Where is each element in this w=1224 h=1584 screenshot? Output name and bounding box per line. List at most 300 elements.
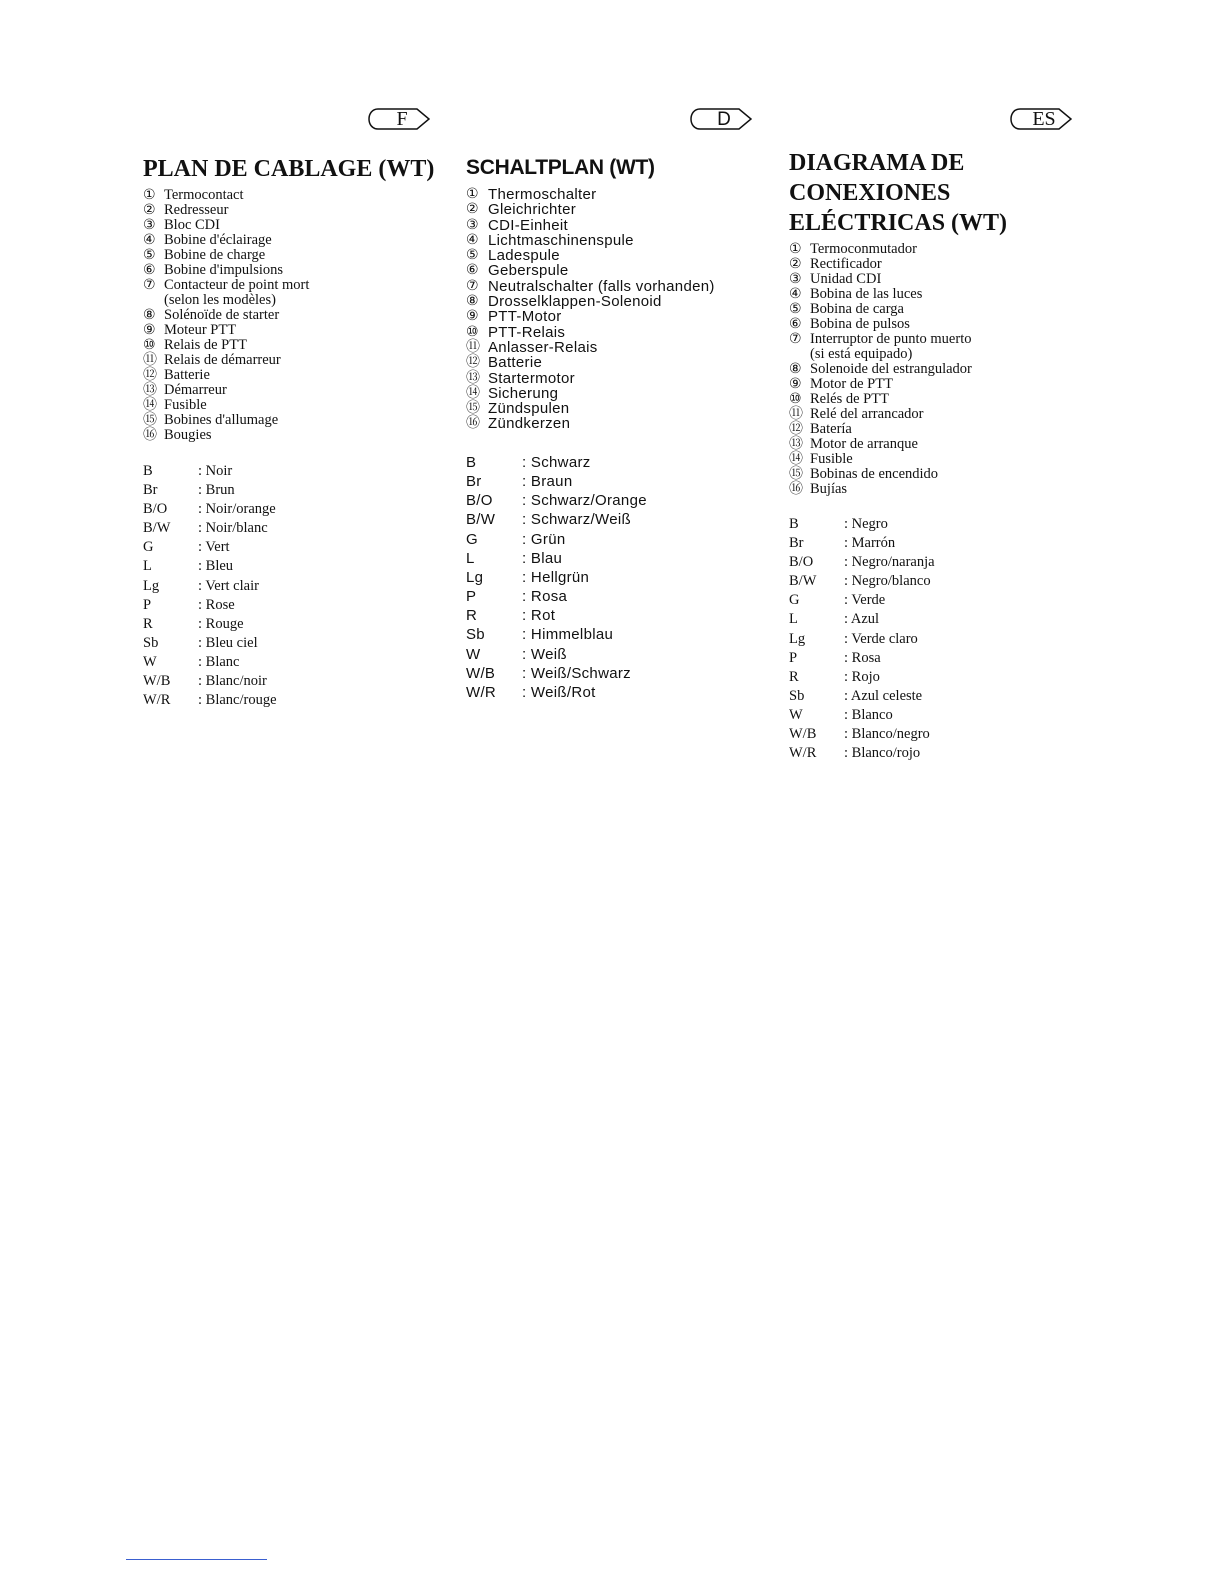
item-number: ⑩: [143, 337, 156, 353]
wire-color-row: [143, 578, 277, 597]
item-label-main: Ladespule: [488, 247, 560, 265]
parts-list-item: [143, 203, 443, 218]
wire-color-name: : Bleu ciel: [198, 634, 258, 651]
item-label-main: Fusible: [164, 397, 207, 413]
language-badge-es: [1010, 108, 1072, 130]
item-label: [164, 398, 443, 413]
wire-color-code: W: [466, 645, 481, 663]
item-number: ①: [143, 187, 156, 203]
wire-color-code: W/B: [466, 664, 496, 682]
item-label-main: Lichtmaschinenspule: [488, 231, 634, 249]
item-label: [164, 308, 443, 323]
wire-color-row: [466, 646, 647, 665]
item-number: ①: [466, 186, 479, 202]
item-label: [488, 355, 766, 370]
wire-color-row: [466, 569, 647, 588]
item-number: ⑦: [789, 331, 802, 347]
parts-list-item: [466, 386, 766, 401]
parts-list-item: [466, 279, 766, 294]
item-number: ⑫: [789, 421, 803, 437]
section-title: SCHALTPLAN (WT): [466, 156, 655, 179]
wire-color-code: G: [466, 530, 478, 548]
wire-color-code: B/O: [143, 501, 168, 518]
wire-color-name: : Verde claro: [844, 630, 918, 647]
footer-rule: [126, 1559, 267, 1560]
parts-list-item: [143, 413, 443, 428]
title-line-3: ELÉCTRICAS (WT): [789, 210, 1008, 236]
item-label-note: (si está equipado): [810, 346, 913, 362]
item-number: ⑦: [466, 277, 479, 294]
wire-color-name: : Blanc: [198, 653, 240, 670]
wire-color-code: B: [466, 453, 477, 471]
item-label: [164, 383, 443, 398]
wire-color-code: B/W: [789, 573, 817, 590]
wire-color-row: [789, 516, 935, 535]
wire-color-code: Lg: [143, 577, 160, 594]
parts-list-item: [466, 340, 766, 355]
parts-list-item: [789, 407, 1099, 422]
wire-color-code: B: [789, 516, 799, 532]
item-number: ⑨: [466, 308, 479, 325]
wire-color-row: [466, 531, 647, 550]
parts-list-item: [143, 398, 443, 413]
item-label-main: Redresseur: [164, 202, 229, 218]
item-number: ③: [789, 271, 802, 287]
item-number: ④: [789, 286, 802, 302]
item-label-main: Fusible: [810, 451, 853, 467]
item-number: ⑧: [466, 293, 479, 310]
title-line-2: CONEXIONES: [789, 180, 951, 206]
item-number: ⑪: [789, 406, 803, 422]
item-label: [164, 323, 443, 338]
item-label-main: CDI-Einheit: [488, 216, 568, 234]
parts-list-item: [143, 188, 443, 203]
wire-color-code: Sb: [143, 634, 159, 651]
wire-color-name: : Noir/blanc: [198, 520, 268, 537]
item-label: [488, 416, 766, 431]
item-number: ②: [143, 202, 156, 218]
item-label: [164, 218, 443, 233]
item-label: [810, 332, 1099, 362]
wire-color-row: [789, 573, 935, 592]
wire-color-table: [143, 463, 277, 711]
item-label-main: Démarreur: [164, 382, 227, 398]
item-label: [164, 248, 443, 263]
item-label-main: Bougies: [164, 427, 212, 443]
wire-color-name: : Marrón: [844, 535, 896, 552]
parts-list-item: [466, 263, 766, 278]
item-label: [488, 294, 766, 309]
wire-color-code: R: [466, 607, 478, 625]
language-badge-row: [466, 104, 766, 134]
parts-list-item: [466, 401, 766, 416]
item-number: ⑬: [789, 436, 803, 452]
wire-color-row: [789, 650, 935, 669]
wire-color-row: [143, 520, 277, 539]
wire-color-name: : Schwarz/Orange: [522, 492, 647, 510]
item-label-main: Bobine de charge: [164, 247, 266, 263]
item-number: ⑮: [466, 400, 481, 417]
wire-color-name: : Azul: [844, 611, 880, 628]
item-label: [810, 242, 1099, 257]
item-label-main: Moteur PTT: [164, 322, 237, 338]
item-label: [810, 422, 1099, 437]
item-label-main: Solénoïde de starter: [164, 307, 280, 323]
spanish-column: [789, 104, 1099, 764]
item-label-main: Relé del arrancador: [810, 406, 924, 422]
wire-color-name: : Verde: [844, 592, 886, 609]
wire-color-code: R: [789, 668, 799, 685]
item-number: ⑨: [143, 322, 156, 338]
wire-color-row: [143, 654, 277, 673]
wire-color-code: B: [143, 463, 153, 479]
parts-list-item: [466, 187, 766, 202]
item-number: ⑥: [466, 262, 479, 279]
wire-color-code: R: [143, 615, 153, 632]
wire-color-code: Br: [143, 482, 158, 499]
wire-color-row: [143, 635, 277, 654]
item-number: ⑬: [466, 369, 481, 386]
wire-color-row: [143, 597, 277, 616]
wire-color-code: W: [789, 706, 803, 723]
parts-list-item: [143, 368, 443, 383]
item-label: [810, 302, 1099, 317]
parts-list-item: [789, 272, 1099, 287]
wire-color-code: W/R: [789, 745, 817, 762]
wire-color-name: : Schwarz/Weiß: [522, 511, 631, 529]
item-label-main: Bobina de pulsos: [810, 316, 910, 332]
item-label: [164, 428, 443, 443]
item-label-main: Motor de PTT: [810, 376, 893, 392]
wire-color-code: B/O: [789, 554, 814, 571]
parts-list-item: [143, 263, 443, 278]
wire-color-row: [789, 688, 935, 707]
item-label: [488, 187, 766, 202]
parts-list-item: [789, 317, 1099, 332]
wire-color-row: [789, 745, 935, 764]
item-label-main: Bobine d'éclairage: [164, 232, 272, 248]
parts-list-item: [789, 242, 1099, 257]
wire-color-code: P: [789, 649, 798, 666]
wire-color-code: W/B: [143, 673, 171, 690]
wire-color-row: [143, 673, 277, 692]
item-number: ④: [143, 232, 156, 248]
wire-color-code: L: [143, 558, 152, 575]
item-label: [810, 377, 1099, 392]
item-label-note: (selon les modèles): [164, 292, 276, 308]
item-number: ⑦: [143, 277, 156, 293]
parts-list-item: [789, 452, 1099, 467]
item-label: [488, 309, 766, 324]
parts-list-item: [789, 332, 1099, 362]
wire-color-code: Sb: [789, 687, 805, 704]
parts-list-item: [789, 257, 1099, 272]
parts-list-item: [143, 248, 443, 263]
wire-color-code: B/O: [466, 492, 493, 510]
wire-color-code: B/W: [143, 520, 171, 537]
wire-color-code: W: [143, 653, 157, 670]
item-label: [488, 371, 766, 386]
wire-color-row: [143, 692, 277, 711]
parts-list-item: [143, 428, 443, 443]
parts-list-item: [789, 377, 1099, 392]
item-label-main: Thermoschalter: [488, 186, 597, 203]
language-badge-d: [690, 108, 752, 130]
wire-color-name: : Vert clair: [198, 577, 259, 594]
item-label: [810, 392, 1099, 407]
language-badge-row: [143, 104, 443, 134]
wire-color-row: [789, 707, 935, 726]
item-number: ⑮: [789, 466, 803, 482]
item-label: [810, 407, 1099, 422]
item-label: [164, 338, 443, 353]
wire-color-row: [143, 558, 277, 577]
wire-color-row: [466, 473, 647, 492]
item-number: ⑪: [466, 338, 481, 355]
wire-color-name: : Azul celeste: [844, 687, 923, 704]
wire-color-name: : Himmelblau: [522, 626, 614, 644]
item-label-main: Neutralschalter (falls vorhanden): [488, 277, 715, 295]
item-label: [164, 278, 443, 308]
wire-color-code: G: [789, 592, 800, 609]
wire-color-code: Br: [789, 535, 804, 552]
parts-list-item: [143, 278, 443, 308]
item-label-main: Motor de arranque: [810, 436, 918, 452]
item-label-main: Geberspule: [488, 262, 569, 280]
item-label: [810, 287, 1099, 302]
wire-color-name: : Rosa: [844, 649, 881, 666]
item-label-main: Sicherung: [488, 384, 559, 402]
item-number: ①: [789, 241, 802, 257]
item-number: ②: [789, 256, 802, 272]
item-label: [164, 203, 443, 218]
item-number: ⑯: [143, 427, 157, 443]
wire-color-table: [466, 454, 647, 703]
item-number: ⑭: [789, 451, 803, 467]
wire-color-row: [466, 588, 647, 607]
item-number: ②: [466, 201, 479, 218]
item-label-main: Termocontact: [164, 187, 244, 203]
item-label-main: PTT-Relais: [488, 323, 566, 341]
wire-color-row: [789, 611, 935, 630]
language-code: ES: [1032, 108, 1056, 130]
wire-color-name: : Noir: [198, 463, 233, 479]
wire-color-row: [789, 592, 935, 611]
section-title: [789, 148, 1099, 238]
wire-color-name: : Weiß/Rot: [522, 684, 596, 701]
wire-color-code: W/R: [143, 692, 171, 709]
item-label-main: Bobines d'allumage: [164, 412, 279, 428]
parts-list-item: [143, 383, 443, 398]
item-label-main: Batterie: [164, 367, 210, 383]
item-label-main: Bobina de las luces: [810, 286, 923, 302]
wire-color-name: : Noir/orange: [198, 501, 276, 518]
wire-color-table: [789, 516, 935, 764]
parts-list: [466, 187, 766, 432]
parts-list-item: [466, 202, 766, 217]
wire-color-row: [789, 726, 935, 745]
wire-color-name: : Weiß/Schwarz: [522, 664, 631, 682]
wire-color-code: L: [789, 611, 798, 628]
wire-color-name: : Blanco: [844, 706, 893, 723]
item-label: [488, 202, 766, 217]
wire-color-name: : Rojo: [844, 668, 880, 685]
parts-list-item: [789, 362, 1099, 377]
item-label-main: Relés de PTT: [810, 391, 889, 407]
wire-color-row: [466, 492, 647, 511]
item-label-main: Interruptor de punto muerto: [810, 331, 972, 347]
item-label: [810, 272, 1099, 287]
wire-color-name: : Blanc/noir: [198, 673, 267, 690]
wire-color-name: : Hellgrün: [522, 568, 590, 586]
item-label: [164, 413, 443, 428]
item-number: ④: [466, 231, 479, 248]
item-label-main: Bujías: [810, 481, 848, 497]
item-number: ⑤: [143, 247, 156, 263]
parts-list-item: [466, 294, 766, 309]
wire-color-name: : Blanc/rouge: [198, 692, 277, 709]
wire-color-row: [466, 550, 647, 569]
wire-color-name: : Schwarz: [522, 453, 591, 471]
item-number: ⑯: [466, 415, 481, 432]
wire-color-name: : Negro/blanco: [844, 573, 931, 590]
item-label-main: Contacteur de point mort: [164, 277, 310, 293]
wire-color-name: : Blanco/negro: [844, 726, 930, 743]
parts-list-item: [466, 325, 766, 340]
wire-color-name: : Rouge: [198, 615, 244, 632]
item-label: [810, 452, 1099, 467]
wire-color-code: Sb: [466, 626, 485, 644]
item-label-main: Gleichrichter: [488, 201, 577, 219]
parts-list-item: [789, 302, 1099, 317]
item-label: [810, 257, 1099, 272]
wire-color-code: P: [143, 596, 152, 613]
item-number: ⑥: [789, 316, 802, 332]
item-label: [164, 263, 443, 278]
wire-color-name: : Brun: [198, 482, 235, 499]
parts-list-item: [143, 353, 443, 368]
item-label-main: Solenoide del estrangulador: [810, 361, 972, 377]
item-number: ⑫: [143, 367, 157, 383]
wire-color-row: [143, 463, 277, 482]
item-label-main: Batterie: [488, 354, 543, 372]
item-label-main: Bobina de carga: [810, 301, 904, 317]
item-number: ⑩: [789, 391, 802, 407]
parts-list-item: [466, 355, 766, 370]
wire-color-name: : Rosa: [522, 588, 568, 606]
item-number: ⑧: [789, 361, 802, 377]
item-number: ⑪: [143, 352, 157, 368]
item-number: ⑩: [466, 323, 479, 340]
wire-color-row: [466, 665, 647, 684]
wire-color-row: [789, 554, 935, 573]
wire-color-row: [466, 511, 647, 530]
wire-color-row: [466, 607, 647, 626]
wire-color-name: : Grün: [522, 530, 566, 548]
wire-color-name: : Negro: [844, 516, 888, 532]
item-label: [488, 325, 766, 340]
item-label: [488, 218, 766, 233]
item-label-main: Drosselklappen-Solenoid: [488, 293, 662, 311]
parts-list-item: [789, 437, 1099, 452]
wire-color-code: L: [466, 549, 475, 567]
parts-list: [789, 242, 1099, 497]
item-label: [810, 467, 1099, 482]
parts-list-item: [789, 287, 1099, 302]
parts-list-item: [466, 248, 766, 263]
item-number: ⑧: [143, 307, 156, 323]
item-label: [810, 482, 1099, 497]
item-number: ⑭: [143, 397, 157, 413]
item-label-main: Rectificador: [810, 256, 882, 272]
parts-list-item: [143, 323, 443, 338]
german-column: [466, 104, 766, 703]
wire-color-row: [466, 626, 647, 645]
wire-color-name: : Weiß: [522, 645, 567, 663]
wire-color-name: : Blanco/rojo: [844, 745, 921, 762]
parts-list-item: [789, 482, 1099, 497]
item-label: [488, 233, 766, 248]
wire-color-code: B/W: [466, 511, 496, 529]
item-label-main: PTT-Motor: [488, 308, 562, 326]
wire-color-row: [789, 669, 935, 688]
parts-list-item: [143, 338, 443, 353]
item-label-main: Termoconmutador: [810, 241, 917, 257]
item-label-main: Anlasser-Relais: [488, 338, 598, 356]
wire-color-code: Lg: [789, 630, 806, 647]
item-number: ⑥: [143, 262, 156, 278]
item-label: [488, 279, 766, 294]
parts-list-item: [789, 422, 1099, 437]
item-label-main: Bobine d'impulsions: [164, 262, 284, 278]
item-number: ⑭: [466, 384, 481, 401]
item-number: ⑤: [789, 301, 802, 317]
section-title: PLAN DE CABLAGE (WT): [143, 156, 435, 182]
parts-list-item: [466, 218, 766, 233]
item-number: ⑫: [466, 354, 481, 371]
parts-list: [143, 188, 443, 443]
item-number: ③: [466, 216, 479, 233]
item-label-main: Batería: [810, 421, 852, 437]
wire-color-name: : Vert: [198, 539, 230, 556]
item-label: [488, 401, 766, 416]
wire-color-name: : Negro/naranja: [844, 554, 935, 571]
item-label: [810, 362, 1099, 377]
wire-color-row: [143, 616, 277, 635]
language-code: D: [717, 108, 731, 130]
item-label-main: Relais de démarreur: [164, 352, 281, 368]
item-number: ⑮: [143, 412, 157, 428]
item-label: [164, 353, 443, 368]
item-label: [488, 263, 766, 278]
wire-color-code: W/R: [466, 684, 497, 701]
parts-list-item: [466, 416, 766, 431]
wire-color-name: : Braun: [522, 472, 573, 490]
wire-color-row: [143, 539, 277, 558]
item-label: [488, 386, 766, 401]
item-label: [164, 188, 443, 203]
title-line-1: DIAGRAMA DE: [789, 150, 965, 176]
item-label-main: Zündkerzen: [488, 415, 571, 433]
item-number: ⑬: [143, 382, 157, 398]
wire-color-row: [789, 631, 935, 650]
item-label-main: Zündspulen: [488, 400, 570, 418]
wire-color-name: : Blau: [522, 549, 563, 567]
item-label: [488, 340, 766, 355]
item-label: [810, 317, 1099, 332]
parts-list-item: [143, 233, 443, 248]
wire-color-row: [466, 454, 647, 473]
